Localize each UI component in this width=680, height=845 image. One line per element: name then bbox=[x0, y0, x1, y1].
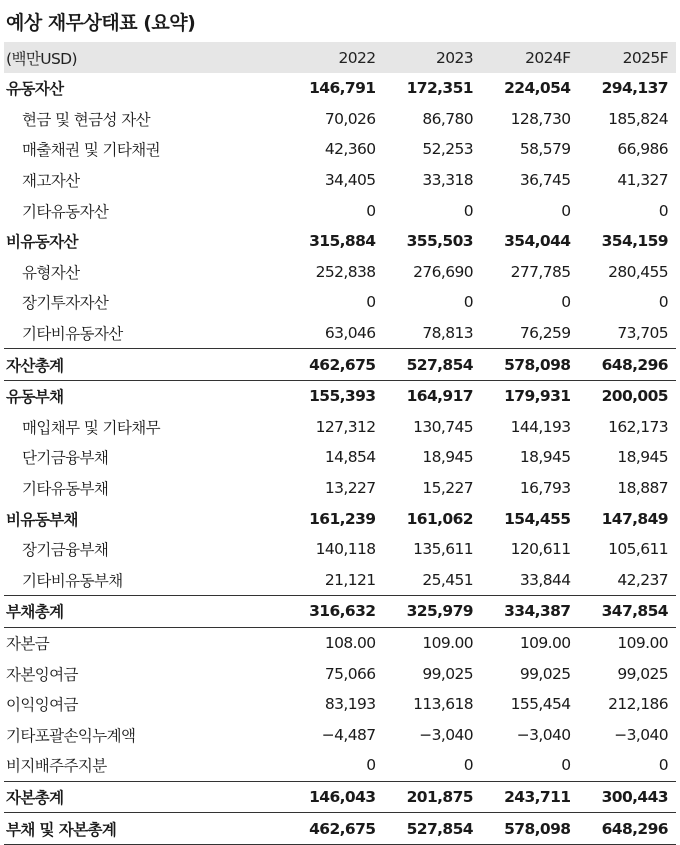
cell-value: 0 bbox=[366, 756, 376, 775]
table-row bbox=[4, 134, 676, 165]
table-header-row bbox=[4, 42, 676, 73]
cell-value: 0 bbox=[463, 756, 473, 775]
cell-value: 99,025 bbox=[519, 664, 571, 683]
cell-value: 78,813 bbox=[422, 324, 473, 343]
cell-value: 130,745 bbox=[413, 417, 473, 436]
table-row bbox=[4, 658, 676, 689]
row-label: 유동부채 bbox=[4, 380, 286, 411]
cell-value: 316,632 bbox=[286, 596, 384, 628]
row-label: 유동자산 bbox=[6, 80, 64, 99]
cell-value: 0 bbox=[561, 201, 571, 220]
cell-value: 146,791 bbox=[309, 79, 376, 98]
row-label: 현금 및 현금성 자산 bbox=[22, 110, 150, 129]
cell-value: 0 bbox=[658, 293, 668, 312]
cell-value: 354,044 bbox=[504, 232, 571, 251]
cell-value: 14,854 bbox=[324, 448, 376, 467]
table-row bbox=[4, 534, 676, 565]
column-header-2023: 2023 bbox=[435, 48, 473, 67]
cell-value: 578,098 bbox=[481, 813, 579, 845]
row-label: 이익잉여금 bbox=[6, 696, 78, 715]
cell-value: 109.00 bbox=[481, 627, 579, 658]
table-row bbox=[4, 73, 676, 104]
table-row bbox=[4, 349, 676, 381]
table-row bbox=[4, 287, 676, 318]
row-label: 부채 및 자본총계 bbox=[4, 813, 286, 845]
cell-value: 109.00 bbox=[384, 627, 482, 658]
cell-value: 154,455 bbox=[504, 509, 571, 528]
cell-value: 252,838 bbox=[315, 262, 376, 281]
cell-value: 128,730 bbox=[510, 109, 571, 128]
cell-value: 462,675 bbox=[286, 813, 384, 845]
balance-sheet-table bbox=[4, 42, 676, 845]
column-header-2022: 2022 bbox=[338, 48, 376, 67]
cell-value: 63,046 bbox=[324, 324, 376, 343]
cell-value: 0 bbox=[561, 293, 571, 312]
table-row bbox=[4, 596, 676, 628]
cell-value: 15,227 bbox=[422, 479, 473, 498]
cell-value: 52,253 bbox=[422, 140, 473, 159]
cell-value: 212,186 bbox=[608, 695, 668, 714]
cell-value: 41,327 bbox=[617, 171, 668, 190]
cell-value: 34,405 bbox=[324, 171, 376, 190]
cell-value: 347,854 bbox=[579, 596, 677, 628]
table-row bbox=[4, 750, 676, 781]
cell-value: 648,296 bbox=[579, 813, 677, 845]
table-row bbox=[4, 104, 676, 135]
cell-value: 0 bbox=[463, 201, 473, 220]
cell-value: 42,360 bbox=[324, 140, 376, 159]
cell-value: −4,487 bbox=[321, 725, 376, 744]
cell-value: 172,351 bbox=[406, 79, 473, 98]
table-row bbox=[4, 318, 676, 349]
cell-value: 120,611 bbox=[510, 540, 571, 559]
row-label: 매출채권 및 기타채권 bbox=[22, 141, 161, 160]
table-row bbox=[4, 195, 676, 226]
cell-value: −3,040 bbox=[516, 725, 571, 744]
cell-value: 105,611 bbox=[608, 540, 668, 559]
cell-value: 0 bbox=[658, 756, 668, 775]
cell-value: 99,025 bbox=[617, 664, 668, 683]
cell-value: 0 bbox=[463, 293, 473, 312]
row-label: 장기투자자산 bbox=[22, 294, 109, 313]
cell-value: 276,690 bbox=[413, 262, 473, 281]
cell-value: 527,854 bbox=[384, 349, 482, 381]
row-label: 자산총계 bbox=[4, 349, 286, 381]
table-row bbox=[4, 165, 676, 196]
cell-value: 0 bbox=[366, 201, 376, 220]
cell-value: 155,393 bbox=[286, 380, 384, 411]
table-row bbox=[4, 781, 676, 813]
table-row bbox=[4, 565, 676, 596]
row-label: 매입채무 및 기타채무 bbox=[22, 418, 161, 437]
cell-value: 76,259 bbox=[519, 324, 571, 343]
cell-value: 135,611 bbox=[413, 540, 473, 559]
row-label: 기타비유동부채 bbox=[22, 571, 123, 590]
cell-value: 108.00 bbox=[286, 627, 384, 658]
cell-value: 36,745 bbox=[519, 171, 571, 190]
cell-value: 355,503 bbox=[406, 232, 473, 251]
cell-value: 277,785 bbox=[510, 262, 571, 281]
cell-value: 86,780 bbox=[422, 109, 473, 128]
cell-value: 334,387 bbox=[481, 596, 579, 628]
table-row bbox=[4, 503, 676, 534]
cell-value: 144,193 bbox=[510, 417, 571, 436]
cell-value: 113,618 bbox=[413, 695, 473, 714]
table-row bbox=[4, 257, 676, 288]
cell-value: 99,025 bbox=[422, 664, 473, 683]
cell-value: 201,875 bbox=[384, 781, 482, 813]
cell-value: 325,979 bbox=[384, 596, 482, 628]
cell-value: 21,121 bbox=[324, 570, 376, 589]
row-label: 비유동자산 bbox=[6, 233, 78, 252]
cell-value: 18,945 bbox=[519, 448, 571, 467]
cell-value: 13,227 bbox=[324, 479, 376, 498]
cell-value: 224,054 bbox=[504, 79, 571, 98]
cell-value: 243,711 bbox=[481, 781, 579, 813]
cell-value: 66,986 bbox=[617, 140, 668, 159]
cell-value: 161,239 bbox=[309, 509, 376, 528]
cell-value: 462,675 bbox=[286, 349, 384, 381]
cell-value: 18,945 bbox=[422, 448, 473, 467]
table-row bbox=[4, 473, 676, 504]
cell-value: 0 bbox=[561, 756, 571, 775]
unit-label: (백만USD) bbox=[6, 49, 77, 68]
table-row bbox=[4, 442, 676, 473]
cell-value: 73,705 bbox=[617, 324, 668, 343]
cell-value: 33,318 bbox=[422, 171, 473, 190]
table-row bbox=[4, 689, 676, 720]
cell-value: 280,455 bbox=[608, 262, 668, 281]
page-title: 예상 재무상태표 (요약) bbox=[6, 12, 196, 34]
row-label: 장기금융부채 bbox=[22, 541, 109, 560]
cell-value: 75,066 bbox=[324, 664, 376, 683]
table-row bbox=[4, 627, 676, 658]
cell-value: 147,849 bbox=[601, 509, 668, 528]
cell-value: 16,793 bbox=[519, 479, 571, 498]
cell-value: 527,854 bbox=[384, 813, 482, 845]
row-label: 기타포괄손익누계액 bbox=[6, 726, 136, 745]
cell-value: 294,137 bbox=[601, 79, 668, 98]
cell-value: 42,237 bbox=[617, 570, 668, 589]
cell-value: 18,887 bbox=[617, 479, 668, 498]
table-row bbox=[4, 380, 676, 411]
row-label: 재고자산 bbox=[22, 172, 80, 191]
cell-value: 161,062 bbox=[406, 509, 473, 528]
cell-value: 109.00 bbox=[579, 627, 677, 658]
row-label: 기타유동자산 bbox=[22, 202, 109, 221]
column-header-2024f: 2024F bbox=[525, 48, 571, 67]
cell-value: 83,193 bbox=[324, 695, 376, 714]
row-label: 비지배주주지분 bbox=[6, 757, 107, 776]
row-label: 자본금 bbox=[4, 627, 286, 658]
row-label: 단기금융부채 bbox=[22, 449, 109, 468]
cell-value: 127,312 bbox=[315, 417, 376, 436]
cell-value: −3,040 bbox=[419, 725, 473, 744]
table-row bbox=[4, 813, 676, 845]
cell-value: 162,173 bbox=[608, 417, 668, 436]
row-label: 비유동부채 bbox=[6, 510, 78, 529]
row-label: 자본총계 bbox=[4, 781, 286, 813]
row-label: 유형자산 bbox=[22, 263, 80, 282]
table-row bbox=[4, 719, 676, 750]
row-label: 기타유동부채 bbox=[22, 480, 109, 499]
cell-value: 58,579 bbox=[519, 140, 571, 159]
table-body bbox=[4, 73, 676, 844]
row-label: 자본잉여금 bbox=[6, 665, 78, 684]
cell-value: 354,159 bbox=[601, 232, 668, 251]
cell-value: −3,040 bbox=[614, 725, 668, 744]
column-header-2025f: 2025F bbox=[622, 48, 668, 67]
cell-value: 146,043 bbox=[286, 781, 384, 813]
cell-value: 300,443 bbox=[579, 781, 677, 813]
cell-value: 70,026 bbox=[324, 109, 376, 128]
cell-value: 578,098 bbox=[481, 349, 579, 381]
cell-value: 155,454 bbox=[510, 695, 571, 714]
cell-value: 0 bbox=[658, 201, 668, 220]
cell-value: 33,844 bbox=[519, 570, 571, 589]
cell-value: 140,118 bbox=[315, 540, 376, 559]
cell-value: 179,931 bbox=[481, 380, 579, 411]
table-row bbox=[4, 226, 676, 257]
cell-value: 315,884 bbox=[309, 232, 376, 251]
cell-value: 164,917 bbox=[384, 380, 482, 411]
row-label: 기타비유동자산 bbox=[22, 325, 123, 344]
cell-value: 185,824 bbox=[608, 109, 668, 128]
table-row bbox=[4, 412, 676, 443]
row-label: 부채총계 bbox=[4, 596, 286, 628]
cell-value: 18,945 bbox=[617, 448, 668, 467]
cell-value: 648,296 bbox=[579, 349, 677, 381]
cell-value: 25,451 bbox=[422, 570, 473, 589]
cell-value: 200,005 bbox=[579, 380, 677, 411]
cell-value: 0 bbox=[366, 293, 376, 312]
